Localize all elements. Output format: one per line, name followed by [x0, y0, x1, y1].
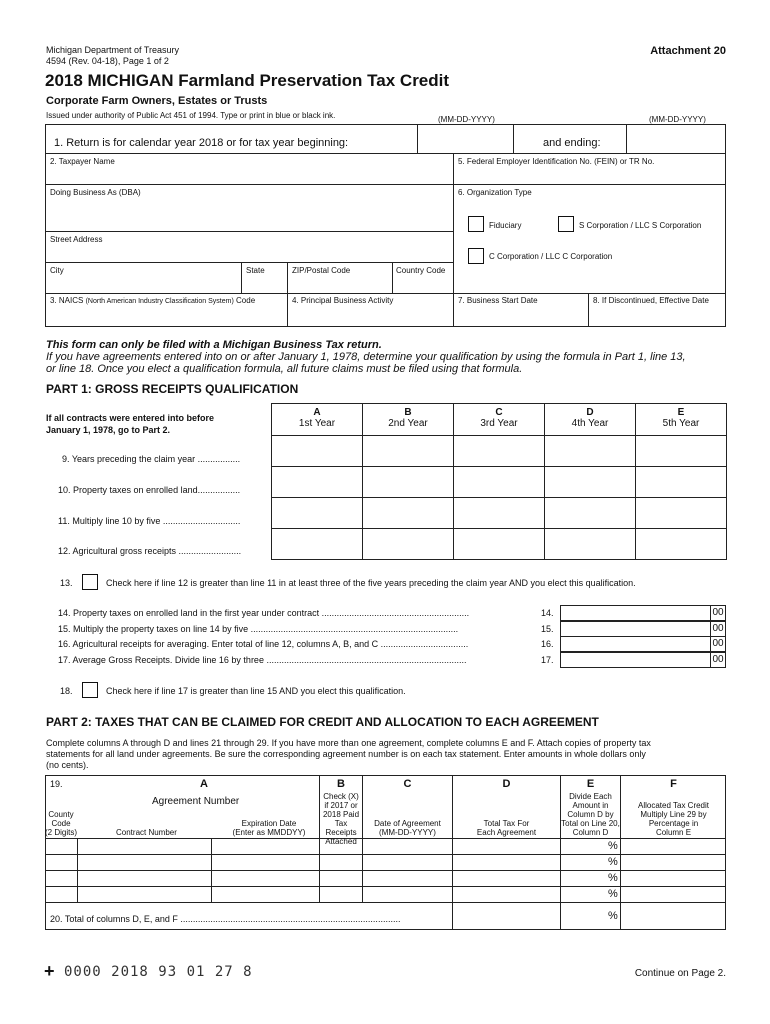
- year-column-header: [544, 403, 636, 436]
- principal-activity-label: 4. Principal Business Activity: [292, 296, 394, 305]
- summary-line-cents: 00: [710, 636, 726, 652]
- date-format-end: (MM-DD-YYYY): [649, 115, 706, 124]
- country-code-label: Country Code: [396, 266, 446, 275]
- col-c-letter: C: [403, 778, 412, 790]
- pct-sign-row-1: %: [608, 840, 618, 852]
- registration-plus-icon: +: [44, 961, 55, 981]
- line-13-checkbox[interactable]: [82, 574, 98, 590]
- continue-note: Continue on Page 2.: [634, 968, 726, 979]
- year-column-letter: D: [586, 407, 594, 418]
- summary-line-cents: 00: [710, 605, 726, 621]
- business-start-date-label: 7. Business Start Date: [458, 296, 538, 305]
- agreement-notice-2: or line 18. Once you elect a qualification formula, all future claims must be filed using that formula.: [46, 363, 523, 375]
- gross-receipts-cell[interactable]: [453, 466, 545, 498]
- state-label: State: [246, 266, 265, 275]
- summary-line-amount-field[interactable]: [560, 605, 711, 621]
- line-1-label: 1. Return is for calendar year 2018 or for tax year beginning:: [54, 137, 349, 149]
- gross-receipts-cell[interactable]: [271, 435, 363, 467]
- zip-label: ZIP/Postal Code: [292, 266, 351, 275]
- part2-intro-1: Complete columns A through D and lines 21 through 29. If you have more than one agreement, complete columns E and F. Attach copies of property tax: [46, 738, 651, 748]
- county-code-label: County Code (2 Digits): [45, 810, 78, 837]
- line-19-number: 19.: [50, 779, 63, 789]
- fiduciary-checkbox[interactable]: [468, 216, 484, 232]
- part2-intro-2: statements for all land under agreements. Be sure the corresponding agreement number is on each tax statement. Enter amounts in whole dollars only: [46, 749, 646, 759]
- pct-sign-row-2: %: [608, 856, 618, 868]
- part2-intro-3: (no cents).: [46, 760, 89, 770]
- fiduciary-label: Fiduciary: [489, 221, 522, 230]
- line-18-checkbox[interactable]: [82, 682, 98, 698]
- pct-sign-row-3: %: [608, 872, 618, 884]
- line-13-label: Check here if line 12 is greater than line 11 in at least three of the five years preceding the claim year AND you elect this qualification.: [106, 578, 636, 588]
- gross-receipts-cell[interactable]: [635, 435, 727, 467]
- gross-receipts-cell[interactable]: [453, 435, 545, 467]
- gross-receipts-cell[interactable]: [453, 497, 545, 529]
- pct-sign-row-4: %: [608, 888, 618, 900]
- fein-label: 5. Federal Employer Identification No. (FEIN) or TR No.: [458, 157, 655, 166]
- year-column-header: [362, 403, 454, 436]
- agreement-number-label: Agreement Number: [152, 796, 240, 807]
- year-column-label: 4th Year: [571, 418, 609, 429]
- gross-receipts-cell[interactable]: [271, 528, 363, 560]
- year-column-label: 2nd Year: [388, 418, 428, 429]
- gross-receipts-cell[interactable]: [544, 435, 636, 467]
- gross-receipts-cell[interactable]: [362, 435, 454, 467]
- year-column-label: 1st Year: [298, 418, 336, 429]
- s-corp-checkbox[interactable]: [558, 216, 574, 232]
- and-ending-label: and ending:: [543, 137, 601, 149]
- naics-label: 3. NAICS (North American Industry Classification System) Code: [50, 296, 256, 305]
- col-d-label: Total Tax For Each Agreement: [476, 819, 537, 837]
- summary-line-label: 15. Multiply the property taxes on line 14 by five ...................................................................................: [58, 623, 459, 634]
- summary-line-number: 15.: [541, 623, 554, 634]
- summary-line-amount-field[interactable]: [560, 621, 711, 637]
- line-18-number: 18.: [60, 686, 73, 696]
- summary-line-amount-field[interactable]: [560, 652, 711, 668]
- street-address-label: Street Address: [50, 235, 103, 244]
- gross-receipts-cell[interactable]: [271, 466, 363, 498]
- summary-line-label: 16. Agricultural receipts for averaging. Enter total of line 12, columns A, B, and C ...................................: [58, 639, 469, 649]
- c-corp-checkbox[interactable]: [468, 248, 484, 264]
- gross-receipts-cell[interactable]: [362, 497, 454, 529]
- line-11-label: 11. Multiply line 10 by five ...............................: [58, 516, 241, 526]
- summary-line-label: 17. Average Gross Receipts. Divide line 16 by three ................................................................................: [58, 654, 467, 665]
- line-10-label: 10. Property taxes on enrolled land.................: [58, 485, 241, 495]
- line-12-label: 12. Agricultural gross receipts .........................: [58, 546, 242, 556]
- agreement-table: [45, 775, 726, 930]
- year-column-letter: E: [677, 407, 685, 418]
- form-subtitle: Corporate Farm Owners, Estates or Trusts: [46, 95, 268, 107]
- org-type-label: 6. Organization Type: [458, 188, 532, 197]
- year-column-letter: C: [495, 407, 503, 418]
- col-b-label: Check (X) if 2017 or 2018 Paid Tax Receipts Attached: [322, 792, 360, 846]
- expiration-date-label: Expiration Date (Enter as MMDDYY): [232, 819, 306, 837]
- line-13-number: 13.: [60, 578, 73, 588]
- s-corp-label: S Corporation / LLC S Corporation: [579, 221, 702, 230]
- gross-receipts-cell[interactable]: [544, 528, 636, 560]
- col-a-letter: A: [200, 778, 208, 790]
- summary-line-number: 17.: [541, 654, 554, 665]
- summary-line-cents: 00: [710, 621, 726, 637]
- gross-receipts-cell[interactable]: [362, 528, 454, 560]
- form-title: 2018 MICHIGAN Farmland Preservation Tax Credit: [45, 71, 450, 90]
- gross-receipts-cell[interactable]: [544, 466, 636, 498]
- agreement-notice-1: If you have agreements entered into on or after January 1, 1978, determine your qualification by using the formula in Part 1, line 13,: [46, 351, 686, 363]
- agency-name: Michigan Department of Treasury: [46, 45, 180, 55]
- line-18-label: Check here if line 17 is greater than line 15 AND you elect this qualification.: [106, 686, 406, 696]
- filing-notice: This form can only be filed with a Michigan Business Tax return.: [46, 339, 382, 351]
- year-column-header: [271, 403, 363, 436]
- tax-year-end-field[interactable]: [626, 124, 726, 154]
- gross-receipts-cell[interactable]: [635, 497, 727, 529]
- col-e-letter: E: [586, 778, 595, 790]
- col-f-label: Allocated Tax Credit Multiply Line 29 by Percentage in Column E: [638, 801, 709, 837]
- part1-intro-1: If all contracts were entered into before: [46, 413, 215, 423]
- gross-receipts-cell[interactable]: [544, 497, 636, 529]
- city-field[interactable]: [45, 262, 242, 294]
- summary-line-label: 14. Property taxes on enrolled land in the first year under contract ...........................................................: [58, 608, 470, 618]
- c-corp-label: C Corporation / LLC C Corporation: [489, 252, 613, 261]
- form-barcode-number: 0000 2018 93 01 27 8: [64, 964, 253, 980]
- gross-receipts-cell[interactable]: [453, 528, 545, 560]
- year-column-header: [453, 403, 545, 436]
- gross-receipts-cell[interactable]: [271, 497, 363, 529]
- street-address-field[interactable]: [45, 231, 454, 263]
- col-b-letter: B: [337, 778, 345, 790]
- gross-receipts-cell[interactable]: [362, 466, 454, 498]
- form-revision: 4594 (Rev. 04-18), Page 1 of 2: [46, 56, 169, 66]
- taxpayer-name-label: 2. Taxpayer Name: [50, 157, 115, 166]
- part1-heading: PART 1: GROSS RECEIPTS QUALIFICATION: [46, 382, 299, 396]
- summary-line-amount-field[interactable]: [560, 636, 711, 652]
- summary-line-number: 14.: [541, 608, 554, 618]
- year-column-letter: B: [404, 407, 412, 418]
- part2-heading: PART 2: TAXES THAT CAN BE CLAIMED FOR CREDIT AND ALLOCATION TO EACH AGREEMENT: [46, 715, 599, 729]
- part1-intro-2: January 1, 1978, go to Part 2.: [46, 425, 171, 435]
- year-column-letter: A: [313, 407, 321, 418]
- pct-sign-total: %: [608, 910, 618, 922]
- summary-line-number: 16.: [541, 639, 554, 649]
- year-column-label: 5th Year: [662, 418, 700, 429]
- issued-authority: Issued under authority of Public Act 451 of 1994. Type or print in blue or black ink.: [46, 111, 336, 120]
- line-9-label: 9. Years preceding the claim year .................: [62, 454, 241, 464]
- col-d-letter: D: [502, 778, 511, 790]
- tax-year-begin-field[interactable]: [417, 124, 514, 154]
- dba-label: Doing Business As (DBA): [50, 188, 141, 197]
- gross-receipts-cell[interactable]: [635, 528, 727, 560]
- line-20-label: 20. Total of columns D, E, and F ........................................................................................: [50, 914, 401, 924]
- col-c-label: Date of Agreement (MM-DD-YYYY): [374, 819, 441, 837]
- date-format-begin: (MM-DD-YYYY): [438, 115, 495, 124]
- discontinued-date-label: 8. If Discontinued, Effective Date: [593, 296, 709, 305]
- col-f-letter: F: [670, 778, 677, 790]
- year-column-header: [635, 403, 727, 436]
- year-column-label: 3rd Year: [480, 418, 518, 429]
- col-e-label: Divide Each Amount in Column D by Total on Line 20, Column D: [561, 792, 620, 837]
- city-label: City: [50, 266, 64, 275]
- attachment-number: Attachment 20: [650, 45, 726, 57]
- gross-receipts-cell[interactable]: [635, 466, 727, 498]
- contract-number-label: Contract Number: [116, 828, 177, 837]
- summary-line-cents: 00: [710, 652, 726, 668]
